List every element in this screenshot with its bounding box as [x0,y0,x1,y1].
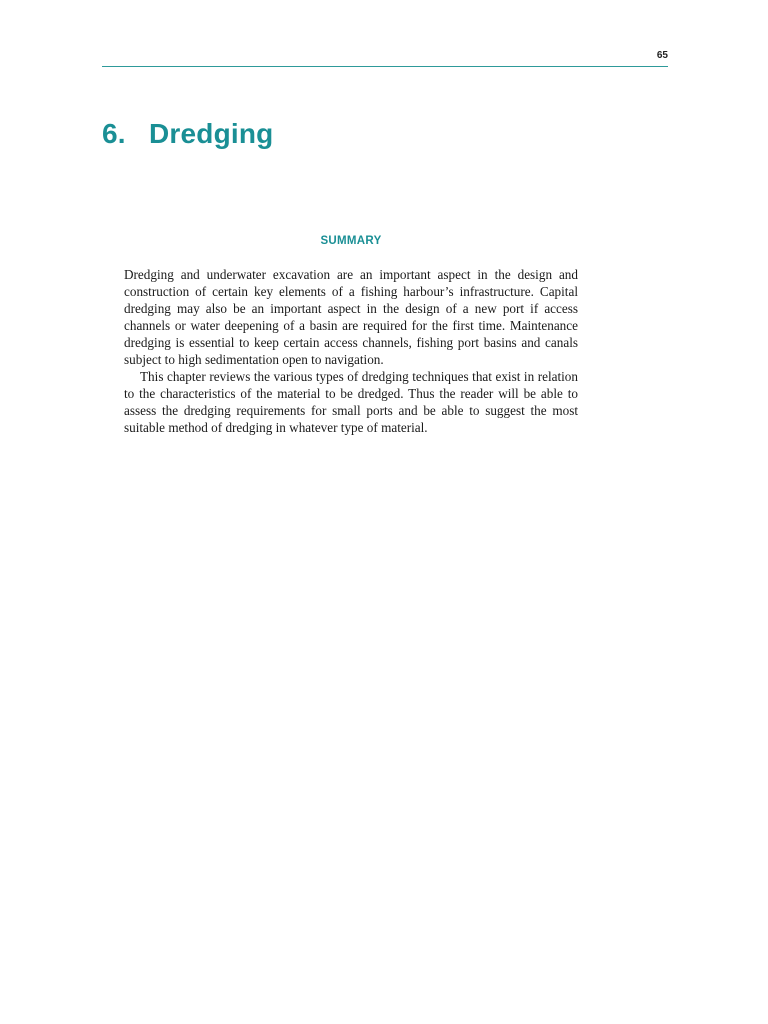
summary-paragraph: Dredging and underwater excavation are an important aspect in the design and construction of certain key elements of a fishing harbour’s infrastructure. Capital dredging may also be an important aspect in the design of a new port if access channels or water deepening of a basin are required for the first time. Maintenance dredging is essential to keep certain access channels, fishing port basins and canals subject to high sedimentation open to navigation. [124,267,578,367]
summary-heading: SUMMARY [320,235,382,247]
chapter-title [102,118,273,150]
chapter-title-text: Dredging [149,118,274,149]
page-number: 65 [656,50,668,61]
header-rule [102,66,668,67]
summary-body [124,266,578,436]
summary-paragraph: This chapter reviews the various types of dredging techniques that exist in relation to the characteristics of the material to be dredged. Thus the reader will be able to assess the dredging requirements for small ports and be able to suggest the most suitable method of dredging in whatever type of material. [124,369,578,435]
chapter-number: 6. [102,118,126,149]
